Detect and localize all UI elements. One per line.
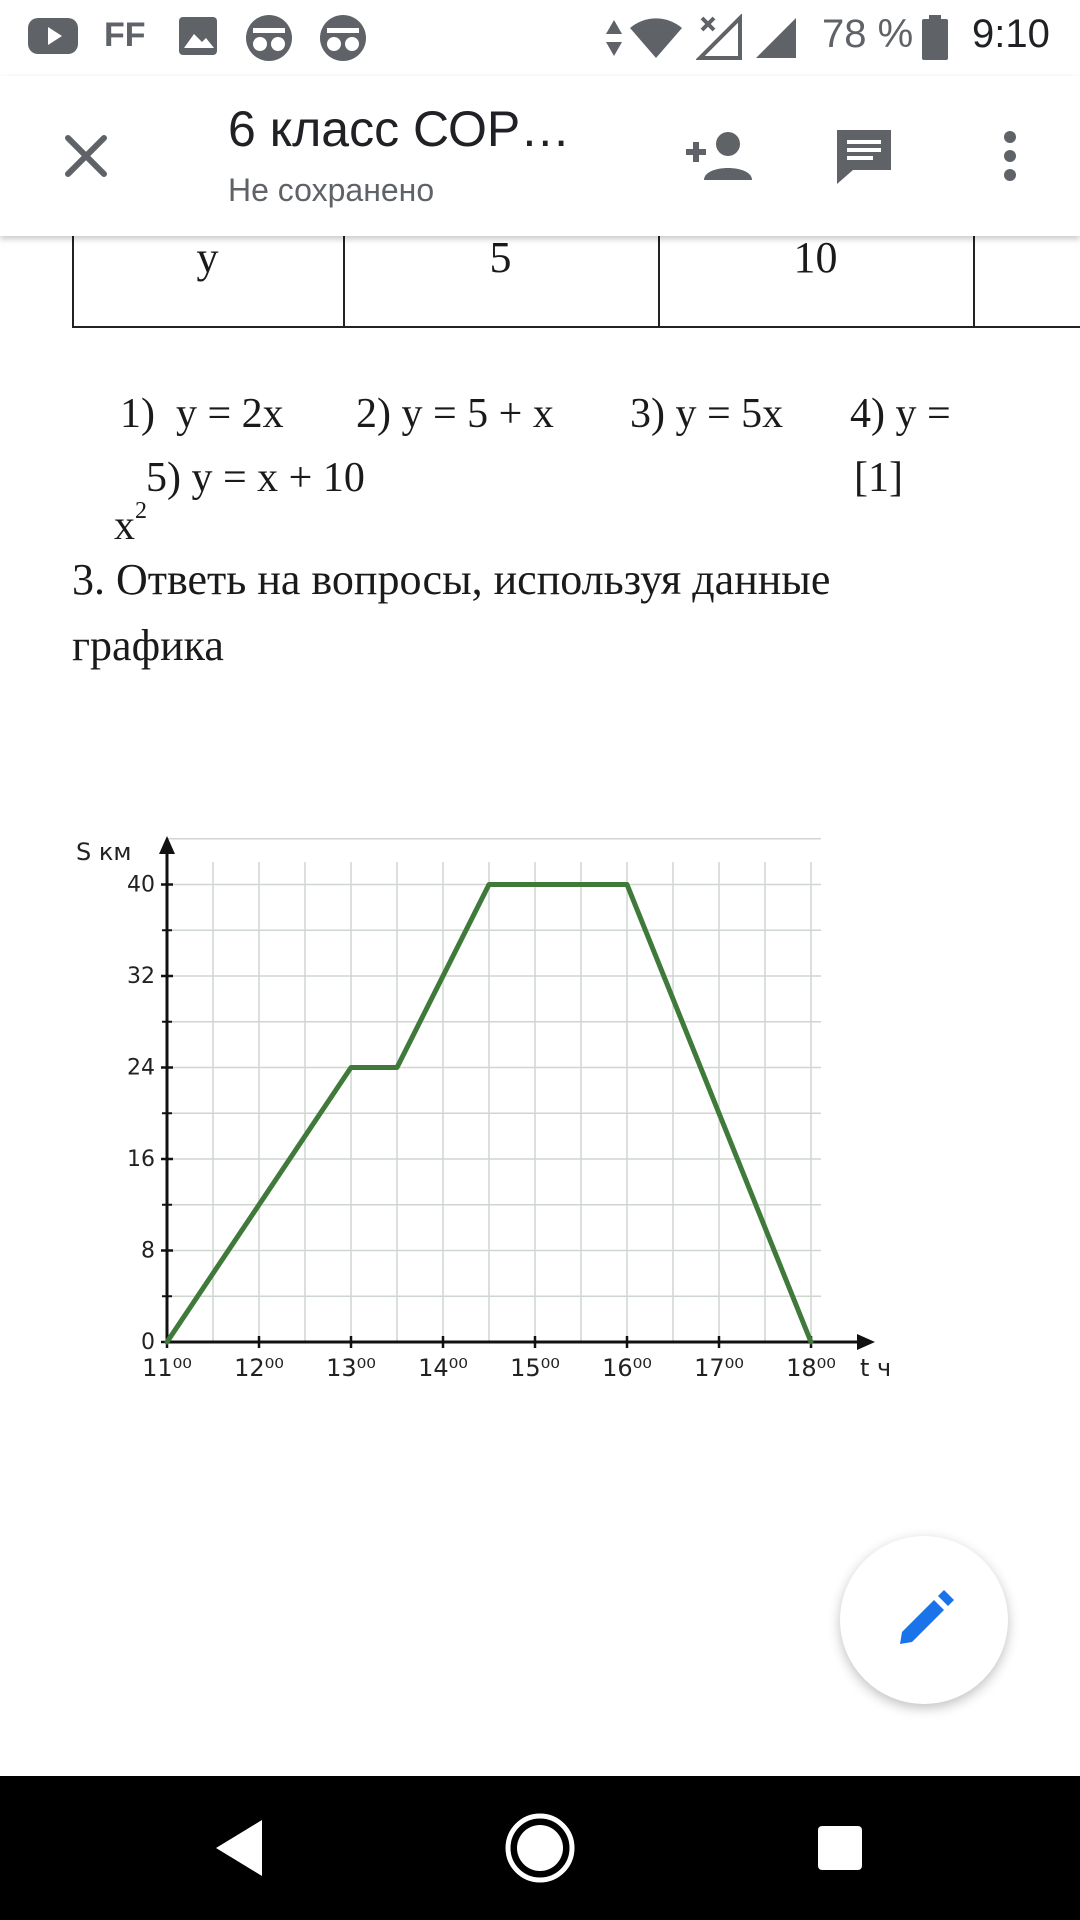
x-tick-label: 15⁰⁰ bbox=[510, 1354, 560, 1380]
edit-fab-button[interactable] bbox=[840, 1536, 1008, 1704]
battery-icon bbox=[920, 14, 950, 67]
system-nav-bar bbox=[0, 1776, 1080, 1920]
x-axis-label: t ч bbox=[860, 1354, 892, 1380]
table-border bbox=[973, 236, 975, 328]
add-person-icon bbox=[684, 130, 756, 182]
distance-time-chart bbox=[60, 820, 920, 1380]
option-item: 3) y = 5x bbox=[630, 391, 784, 437]
signal-icon bbox=[752, 14, 800, 67]
comment-icon bbox=[833, 126, 895, 186]
x-tick-label: 16⁰⁰ bbox=[602, 1354, 652, 1380]
y-tick-label: 0 bbox=[141, 1330, 155, 1355]
table-cell: 10 bbox=[793, 236, 838, 282]
edit-pencil-icon bbox=[894, 1590, 954, 1650]
ff-icon: FF bbox=[104, 16, 146, 54]
x-tick-label: 11⁰⁰ bbox=[142, 1354, 192, 1380]
save-status: Не сохранено bbox=[228, 172, 435, 208]
y-tick-label: 16 bbox=[127, 1147, 155, 1172]
x-axis-arrow bbox=[857, 1334, 875, 1350]
document-title[interactable]: 6 класс СОР… bbox=[228, 101, 571, 157]
close-button[interactable] bbox=[46, 116, 126, 196]
chart-svg bbox=[60, 820, 920, 1380]
more-vert-icon bbox=[1002, 130, 1018, 182]
option-item: 4) y = bbox=[850, 391, 951, 437]
table-border bbox=[72, 326, 1080, 328]
mark-label: [1] bbox=[854, 455, 903, 501]
close-icon bbox=[62, 132, 110, 180]
option-item: 1) y = 2x bbox=[120, 391, 284, 437]
share-button[interactable] bbox=[680, 116, 760, 196]
back-icon bbox=[212, 1818, 268, 1878]
y-tick-label: 40 bbox=[127, 872, 155, 898]
battery-percent: 78 % bbox=[822, 12, 914, 56]
recents-icon bbox=[816, 1824, 864, 1872]
incognito-icon bbox=[244, 14, 294, 67]
y-axis-label: S км bbox=[76, 838, 132, 866]
option-item: 5) y = x + 10 bbox=[146, 455, 365, 501]
data-arrows-icon bbox=[604, 14, 624, 67]
back-button[interactable] bbox=[198, 1806, 282, 1890]
comments-button[interactable] bbox=[824, 116, 904, 196]
wifi-icon bbox=[628, 14, 684, 67]
x-tick-label: 14⁰⁰ bbox=[418, 1354, 468, 1380]
clock: 9:10 bbox=[972, 12, 1050, 56]
app-bar bbox=[0, 76, 1080, 236]
task-text: графика bbox=[72, 621, 224, 670]
option-exponent: 2 bbox=[135, 498, 147, 524]
x-tick-label: 13⁰⁰ bbox=[326, 1354, 376, 1380]
more-options-button[interactable] bbox=[970, 116, 1050, 196]
no-signal-icon bbox=[696, 14, 744, 67]
gallery-icon bbox=[176, 14, 220, 63]
x-tick-label: 17⁰⁰ bbox=[694, 1354, 744, 1380]
home-button[interactable] bbox=[498, 1806, 582, 1890]
home-icon bbox=[504, 1812, 576, 1884]
y-tick-label: 8 bbox=[141, 1238, 155, 1264]
option-var: x bbox=[114, 503, 135, 549]
x-tick-label: 12⁰⁰ bbox=[234, 1354, 284, 1380]
y-tick-label: 32 bbox=[127, 964, 155, 989]
x-tick-label: 18⁰⁰ bbox=[786, 1354, 836, 1380]
status-bar bbox=[0, 0, 1080, 76]
task-text: 3. Ответь на вопросы, используя данные bbox=[72, 555, 831, 604]
option-item: 2) y = 5 + x bbox=[356, 391, 554, 437]
table-cell: 5 bbox=[489, 236, 512, 282]
table-cell: y bbox=[196, 236, 219, 282]
recents-button[interactable] bbox=[798, 1806, 882, 1890]
y-tick-label: 24 bbox=[127, 1055, 155, 1081]
incognito-icon bbox=[318, 14, 368, 67]
youtube-icon bbox=[26, 14, 80, 63]
